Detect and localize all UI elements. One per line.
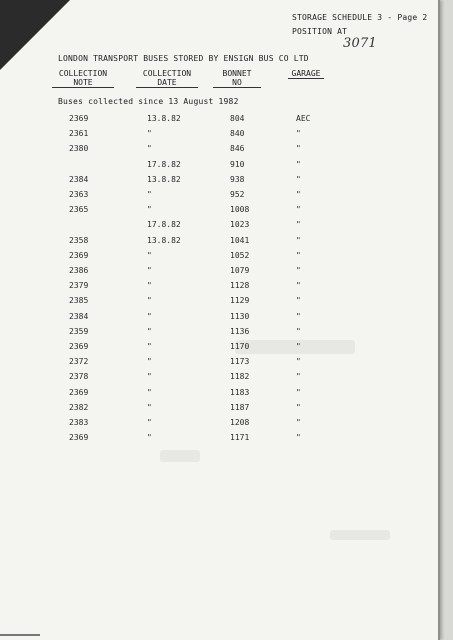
scan-smudge xyxy=(160,450,200,462)
bonnet-no-cell: 1136 xyxy=(230,326,250,336)
collection-date-cell: " xyxy=(147,402,152,412)
collection-note-cell: 2384 xyxy=(69,311,89,321)
garage-cell: " xyxy=(296,296,301,306)
bonnet-no-cell: 910 xyxy=(230,159,245,169)
collection-note-cell: 2361 xyxy=(69,129,89,139)
collection-note-cell: 2378 xyxy=(69,372,89,382)
collection-date-cell: 17.8.82 xyxy=(147,159,181,169)
table-row xyxy=(0,372,440,387)
bonnet-no-cell: 1173 xyxy=(230,357,250,367)
collection-date-cell: " xyxy=(147,129,152,139)
collection-note-cell: 2372 xyxy=(69,357,89,367)
garage-cell: " xyxy=(296,266,301,275)
collection-note-cell: 2359 xyxy=(69,326,89,336)
collection-note-cell: 2379 xyxy=(69,281,89,291)
scan-smudge xyxy=(330,530,390,540)
bonnet-no-cell: 1129 xyxy=(230,296,250,306)
bonnet-no-cell: 1079 xyxy=(230,266,250,275)
handwritten-number: 3071 xyxy=(343,36,377,51)
collection-date-cell: 17.8.82 xyxy=(147,220,181,230)
bonnet-no-cell: 846 xyxy=(230,144,245,154)
bonnet-no-cell: 840 xyxy=(230,129,245,139)
bonnet-no-cell: 1171 xyxy=(230,433,250,443)
collection-date-cell: " xyxy=(147,144,152,154)
table-row xyxy=(0,281,440,296)
table-row xyxy=(0,205,440,220)
collection-note-cell: 2384 xyxy=(69,174,89,184)
collection-date-cell: 13.8.82 xyxy=(147,174,181,184)
collection-note-cell: 2365 xyxy=(69,205,89,215)
garage-cell: " xyxy=(296,235,301,245)
collection-date-cell: " xyxy=(147,342,152,351)
scan-edge-mark xyxy=(0,634,40,636)
collection-note-cell: 2369 xyxy=(69,433,89,443)
collection-note-cell: 2386 xyxy=(69,266,89,275)
table-row xyxy=(0,160,440,175)
collection-date-cell: " xyxy=(147,418,152,427)
garage-cell: " xyxy=(296,220,301,230)
table-row xyxy=(0,296,440,311)
column-header-collection-date: COLLECTION DATE xyxy=(136,69,198,88)
table-row xyxy=(0,144,440,159)
garage-cell: " xyxy=(296,174,301,184)
collection-date-cell: " xyxy=(147,387,152,397)
position-at-label: POSITION AT xyxy=(292,27,348,36)
section-title: Buses collected since 13 August 1982 xyxy=(58,97,239,106)
table-row xyxy=(0,266,440,281)
collection-date-cell: 13.8.82 xyxy=(147,235,181,245)
bonnet-no-cell: 1041 xyxy=(230,235,250,245)
collection-date-cell: " xyxy=(147,311,152,321)
collection-note-cell: 2369 xyxy=(69,387,89,397)
garage-cell: " xyxy=(296,387,301,397)
garage-cell: " xyxy=(296,281,301,291)
garage-cell: " xyxy=(296,190,301,199)
garage-cell: " xyxy=(296,205,301,215)
bonnet-no-cell: 804 xyxy=(230,114,245,123)
table-row xyxy=(0,114,440,129)
collection-note-cell: 2369 xyxy=(69,114,89,123)
table-row xyxy=(0,312,440,327)
collection-note-cell: 2382 xyxy=(69,402,89,412)
collection-note-cell: 2383 xyxy=(69,418,89,427)
bonnet-no-cell: 1183 xyxy=(230,387,250,397)
collection-note-cell: 2385 xyxy=(69,296,89,306)
table-row xyxy=(0,403,440,418)
garage-cell: " xyxy=(296,372,301,382)
bonnet-no-cell: 1182 xyxy=(230,372,250,382)
collection-date-cell: " xyxy=(147,266,152,275)
garage-cell: " xyxy=(296,402,301,412)
bonnet-no-cell: 1128 xyxy=(230,281,250,291)
collection-note-cell: 2380 xyxy=(69,144,89,154)
schedule-header: STORAGE SCHEDULE 3 - Page 2 xyxy=(292,13,428,22)
bonnet-no-cell: 938 xyxy=(230,174,245,184)
collection-date-cell: 13.8.82 xyxy=(147,114,181,123)
collection-date-cell: " xyxy=(147,433,152,443)
collection-note-cell: 2358 xyxy=(69,235,89,245)
table-row xyxy=(0,433,440,448)
collection-note-cell: 2369 xyxy=(69,342,89,351)
table-row xyxy=(0,357,440,372)
collection-date-cell: " xyxy=(147,357,152,367)
collection-note-cell: 2363 xyxy=(69,190,89,199)
bonnet-no-cell: 1130 xyxy=(230,311,250,321)
garage-cell: " xyxy=(296,144,301,154)
table-row xyxy=(0,418,440,433)
table-row xyxy=(0,236,440,251)
bonnet-no-cell: 1052 xyxy=(230,250,250,260)
collection-date-cell: " xyxy=(147,205,152,215)
garage-cell: " xyxy=(296,342,301,351)
collection-date-cell: " xyxy=(147,250,152,260)
collection-date-cell: " xyxy=(147,372,152,382)
garage-cell: " xyxy=(296,433,301,443)
column-header-bonnet-no: BONNET NO xyxy=(213,69,261,88)
column-header-garage: GARAGE xyxy=(288,69,324,79)
bonnet-no-cell: 1023 xyxy=(230,220,250,230)
garage-cell: " xyxy=(296,357,301,367)
garage-cell: " xyxy=(296,326,301,336)
table-row xyxy=(0,342,440,357)
garage-cell: AEC xyxy=(296,114,311,123)
collection-note-cell: 2369 xyxy=(69,250,89,260)
collection-date-cell: " xyxy=(147,296,152,306)
collection-date-cell: " xyxy=(147,281,152,291)
collection-date-cell: " xyxy=(147,190,152,199)
bonnet-no-cell: 952 xyxy=(230,190,245,199)
table-row xyxy=(0,388,440,403)
table-row xyxy=(0,175,440,190)
garage-cell: " xyxy=(296,418,301,427)
collection-date-cell: " xyxy=(147,326,152,336)
garage-cell: " xyxy=(296,159,301,169)
garage-cell: " xyxy=(296,250,301,260)
garage-cell: " xyxy=(296,311,301,321)
bonnet-no-cell: 1208 xyxy=(230,418,250,427)
bonnet-no-cell: 1187 xyxy=(230,402,250,412)
column-header-collection-note: COLLECTION NOTE xyxy=(52,69,114,88)
table-row xyxy=(0,327,440,342)
table-row xyxy=(0,129,440,144)
bonnet-no-cell: 1008 xyxy=(230,205,250,215)
garage-cell: " xyxy=(296,129,301,139)
bonnet-no-cell: 1170 xyxy=(230,342,250,351)
table-row xyxy=(0,251,440,266)
document-title: LONDON TRANSPORT BUSES STORED BY ENSIGN BUS CO LTD xyxy=(58,54,309,63)
table-row xyxy=(0,190,440,205)
table-row xyxy=(0,220,440,235)
